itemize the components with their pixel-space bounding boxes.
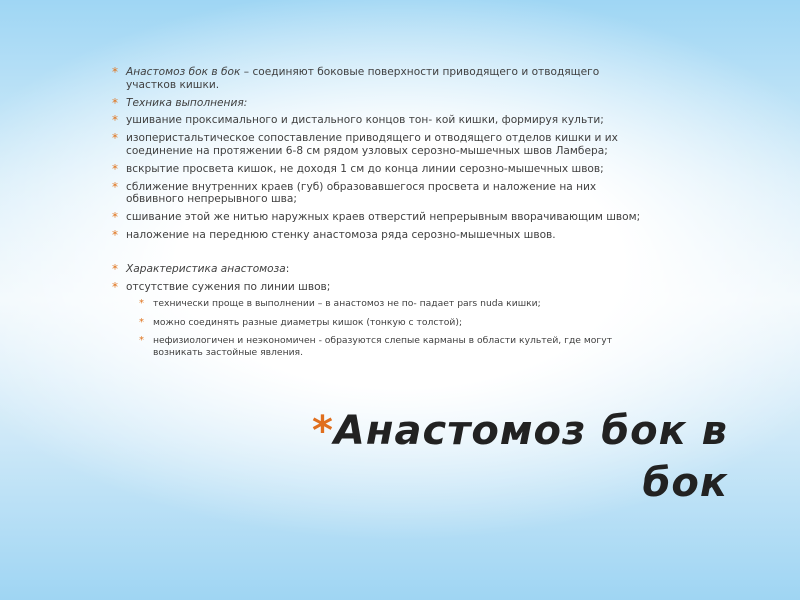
bullet-lead: Анастомоз бок в бок [126,66,241,78]
section-heading: Характеристика анастомоза [126,262,286,275]
sub-list-item [139,317,652,328]
asterisk-bullet-icon: * [139,316,144,328]
slide-title [268,405,728,509]
sub-bullet-text: технически проще в выполнении – в анастомоз не по- падает pars nuda кишки; [153,298,541,310]
slide-body [112,66,652,365]
asterisk-bullet-icon: * [112,210,118,225]
spacer [112,247,652,263]
asterisk-bullet-icon: * [139,298,144,310]
bullet-text: отсутствие сужения по линии швов; [126,280,331,293]
slide-title-line1: Анастомоз бок в [333,408,728,454]
list-item [112,281,652,294]
list-item [112,97,652,110]
sub-bullet-text: можно соединять разные диаметры кишок (тонкую с толстой); [153,316,463,328]
list-item [112,66,652,92]
bullet-text: ушивание проксимального и дистального концов тон- кой кишки, формируя культи; [126,114,604,127]
list-item [112,163,652,176]
asterisk-bullet-icon: * [112,131,118,146]
asterisk-bullet-icon: * [112,161,118,176]
sub-bullet-text: нефизиологичен и неэкономичен - образуются слепые карманы в области культей, где могут возникать застойные явления. [153,335,613,358]
slide-title-line2: бок [642,460,728,506]
bullet-text: наложение на переднюю стенку анастомоза ряда серозно-мышечных швов. [126,228,556,241]
sub-list-item [139,298,652,309]
section-heading-suffix: : [285,262,290,275]
list-item [112,181,652,207]
bullet-lead: Техника выполнения: [126,96,248,109]
asterisk-bullet-icon: * [112,113,118,128]
asterisk-icon: * [311,408,334,454]
asterisk-bullet-icon: * [112,261,118,276]
asterisk-bullet-icon: * [112,179,118,194]
list-item [112,229,652,242]
list-item [112,132,652,158]
asterisk-bullet-icon: * [112,279,118,294]
list-item [112,263,652,276]
bullet-text: сближение внутренних краев (губ) образовавшегося просвета и наложение на них обвивного непрерывного шва; [126,180,597,206]
asterisk-bullet-icon: * [112,227,118,242]
bullet-text: сшивание этой же нитью наружных краев отверстий непрерывным вворачивающим швом; [126,211,641,224]
bullet-text: – соединяют боковые поверхности приводящего и отводящего участков кишки. [126,66,600,91]
asterisk-bullet-icon: * [139,335,144,347]
bullet-text: вскрытие просвета кишок, не доходя 1 см до конца линии серозно-мышечных швов; [126,162,604,175]
list-item [112,211,652,224]
bullet-text: изоперистальтическое сопоставление приводящего и отводящего отделов кишки и их соединение на протяжении 6-8 см рядом узловых серозно-мышечных швов Ламбера; [126,132,618,157]
list-item [112,114,652,127]
asterisk-bullet-icon: * [112,95,118,110]
asterisk-bullet-icon: * [112,65,118,79]
sub-list-item [139,335,652,358]
